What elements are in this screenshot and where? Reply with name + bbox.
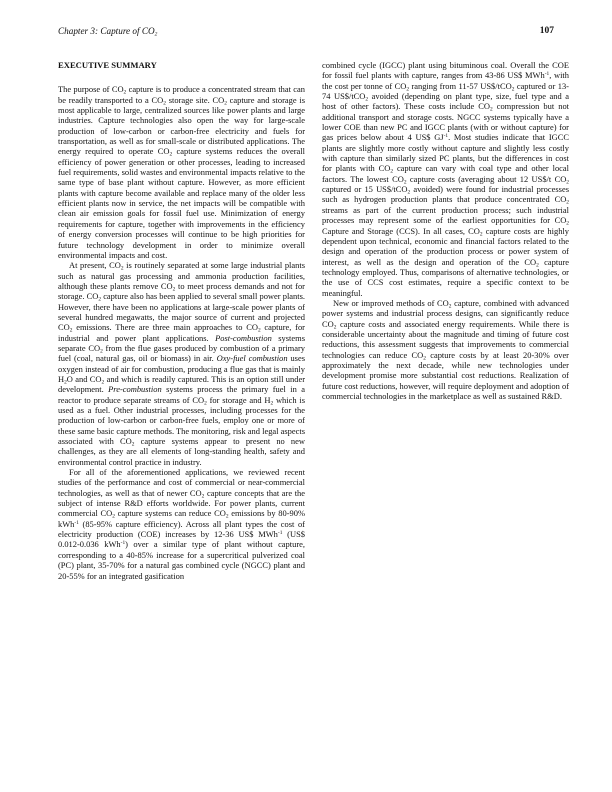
page-number: 107 — [539, 26, 554, 36]
chapter-title: Chapter 3: Capture of $CO_2$ — [58, 26, 158, 38]
paragraph-cost-continued: combined cycle (IGCC) plant using bituminous coal. Overall the COE for fossil fuel plants with capture, ranges from 43-86 US$ MWh$^{-1}$, with the cost per tonne of $CO_2$ ranging from 11-57 US$/tCO$_2$ captured or 13-74 US$/tCO$_2$ avoided (depending on plant type, size, fuel type and a host of other factors). These costs include $CO_2$ compression but not additional transport and storage costs. NGCC systems typically have a lower COE than new PC and IGCC plants (with or without capture) for gas prices below about 4 US$ $GJ^{-1}$. Most studies indicate that IGCC plants are slightly more costly without capture and slightly less costly with capture than similarly sized PC plants, but the differences in cost for plants with $CO_2$ capture can vary with coal type and other local factors. The lowest $CO_2$ capture costs (averaging about 12 US$/t $CO_2$ captured or 15 US$/tCO$_2$ avoided) were found for industrial processes such as hydrogen production plants that produce concentrated $CO_2$ streams as part of the current production process; such industrial processes may represent some of the earliest opportunities for $CO_2$ Capture and Storage (CCS). In all cases, $CO_2$ capture costs are highly dependent upon technical, economic and financial factors related to the design and operation of the production process or power system of interest, as well as the design and operation of the $CO_2$ capture technology employed. Thus, comparisons of alternative technologies, or the use of CCS cost estimates, require a specific context to be meaningful. — [322, 60, 570, 298]
paragraph-purpose: The purpose of $CO_2$ capture is to produce a concentrated stream that can be readily transported to a $CO_2$ storage site. $CO_2$ capture and storage is most applicable to large, centralized sources like power plants and large industries. Capture technologies also open the way for large-scale production of low-carbon or carbon-free electricity and fuels for transportation, as well as for small-scale or distributed applications. The energy required to operate $CO_2$ capture systems reduces the overall efficiency of power generation or other processes, leading to increased fuel requirements, solid wastes and environmental impacts relative to the same type of base plant without capture. However, as more efficient plants with capture become available and replace many of the older less efficient plants now in service, the net impacts will be compatible with clean air emission goals for fossil fuel use. Minimization of energy requirements for capture, together with improvements in the efficiency of energy conversion processes will continue to be high priorities for future technology development in order to minimize overall environmental impacts and cost. — [58, 84, 305, 260]
paragraph-present-status: At present, $CO_2$ is routinely separated at some large industrial plants such as natural gas processing and ammonia production facilities, although these plants remove $CO_2$ to meet process demands and not for storage. $CO_2$ capture also has been applied to several small power plants. However, there have been no applications at large-scale power plants of several hundred megawatts, the major source of current and projected $CO_2$ emissions. There are three main approaches to $CO_2$ capture, for industrial and power plant applications. Post-combustion systems separate $CO_2$ from the flue gases produced by combustion of a primary fuel (coal, natural gas, oil or biomass) in air. Oxy-fuel combustion uses oxygen instead of air for combustion, producing a flue gas that is mainly $H_2O$ and $CO_2$ and which is readily captured. This is an option still under development. Pre-combustion systems process the primary fuel in a reactor to produce separate streams of $CO_2$ for storage and $H_2$ which is used as a fuel. Other industrial processes, including processes for the production of low-carbon or carbon-free fuels, employ one or more of these same basic capture methods. The monitoring, risk and legal aspects associated with $CO_2$ capture systems appear to present no new challenges, as they are all elements of long-standing health, safety and environmental control practice in industry. — [58, 260, 306, 467]
paragraph-cost-review: For all of the aforementioned applications, we reviewed recent studies of the performance and cost of commercial or near-commercial technologies, as well as that of newer $CO_2$ capture concepts that are the subject of intense R&D efforts worldwide. For power plants, current commercial $CO_2$ capture systems can reduce $CO_2$ emissions by 80-90% kWh$^{-1}$ (85-95% capture efficiency). Across all plant types the cost of electricity production (COE) increases by 12-36 US$ MWh$^{-1}$ (US$ 0.012-0.036 kWh$^{-1}$) over a similar type of plant without capture, corresponding to a 40-85% increase for a supercritical pulverized coal (PC) plant, 35-70% for a natural gas combined cycle (NGCC) plant and 20-55% for an integrated gasification — [58, 467, 306, 581]
right-column — [322, 60, 569, 401]
section-heading: EXECUTIVE SUMMARY — [58, 60, 157, 70]
paragraph-future-methods: New or improved methods of $CO_2$ capture, combined with advanced power systems and industrial process designs, can significantly reduce $CO_2$ capture costs and associated energy requirements. While there is considerable uncertainty about the magnitude and timing of future cost reductions, this assessment suggests that improvements to commercial technologies can reduce $CO_2$ capture costs by at least 20-30% over approximately the next decade, while new technologies under development promise more substantial cost reductions. Realization of future cost reductions, however, will require deployment and adoption of commercial technologies in the marketplace as well as sustained R&D. — [322, 297, 569, 401]
running-head — [58, 26, 554, 40]
left-column — [58, 60, 305, 581]
